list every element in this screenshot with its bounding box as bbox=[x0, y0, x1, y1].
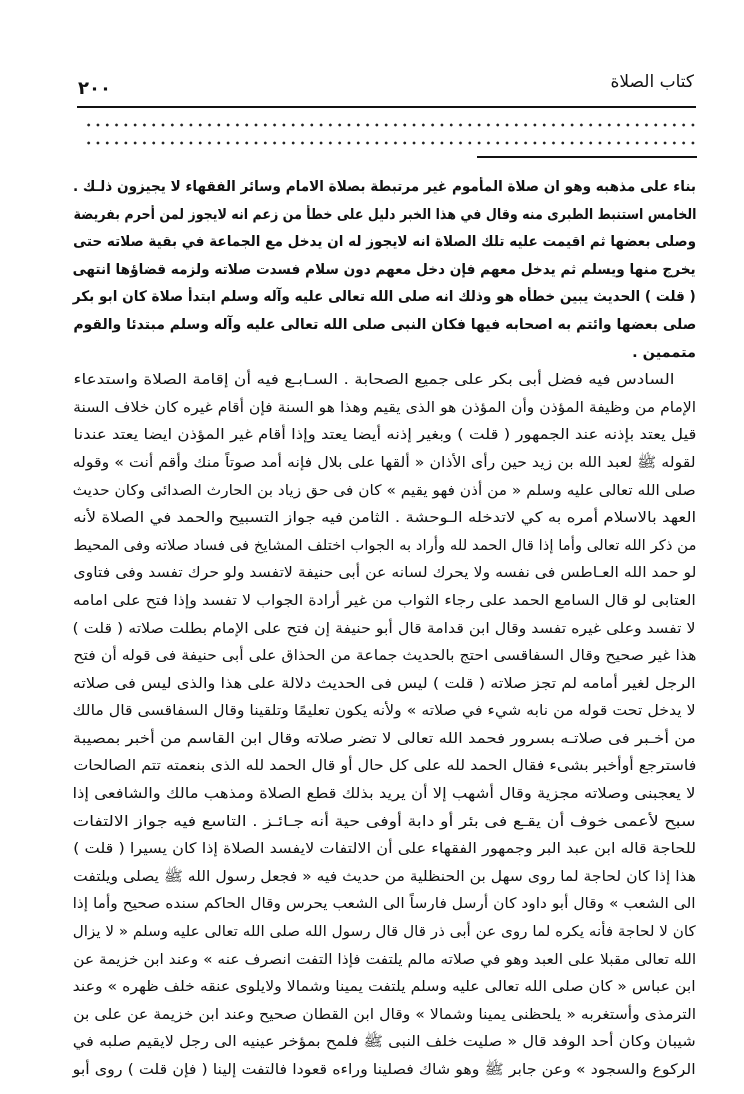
text-line-content: بناء على مذهبه وهو ان صلاة المأموم غير مرتبطة بصلاة الامام وسائر الفقهاء لا يجيزون ذلـك . bbox=[73, 179, 696, 195]
text-line bbox=[73, 947, 696, 975]
text-line bbox=[73, 974, 696, 1002]
text-line-content: صلى الله تعالى عليه وسلم « من أذن فهو يقيم » كان فى حق زياد بن الحارث الصدائى وكان حديث bbox=[73, 482, 696, 499]
text-line-content: يخرج منها ويسلم ثم يدخل معهم فإن دخل معهم دون سلام فسدت صلاته ولزمه قضاؤها انتهى bbox=[73, 261, 696, 278]
text-line bbox=[73, 257, 696, 285]
text-line-content: قيل يعتد بإذنه عند الجمهور ( قلت ) وبغير إذنه أيضا يعتد وإذا أقام غير المؤذن ايضا يعتد عندنا bbox=[73, 427, 696, 444]
text-line-content: لو حمد الله العـاطس فى نفسه ولا يحرك لسانه عن أبى حنيفة لاتفسد ولو حرك تفسد وفى فتاوى bbox=[73, 565, 696, 582]
text-line-content: للحاجة قاله ابن عبد البر وجمهور الفقهاء على أن الالتفات لايفسد الصلاة إذا كان يسيرا ( قلت ) bbox=[73, 841, 696, 858]
text-line-content: لا تفسد وعلى غيره تفسد وقال ابن قدامة قال أبو حنيفة إن فتح على الإمام بطلت صلاته ( قلت ) bbox=[73, 620, 696, 637]
page-number: ٢٠٠ bbox=[78, 78, 111, 99]
section-rule bbox=[477, 156, 697, 158]
text-line bbox=[73, 478, 696, 506]
text-line bbox=[73, 753, 696, 781]
text-line-content: الخامس استنبط الطبرى منه وقال في هذا الخبر دليل على خطأ من زعم انه لايجوز لمن أحرم بفريضة bbox=[73, 206, 696, 223]
text-line-content: هذا غير صحيح وقال السفاقسى احتج بالحديث جماعة من الحذاق على أبى حنيفة فى قوله أن فتح bbox=[73, 648, 696, 665]
text-line-content: الإمام من وظيفة المؤذن وأن المؤذن هو الذى يقيم وهذا هو السنة فإن أقام غيره كان خلاف السنة bbox=[73, 399, 696, 416]
text-line-content: سبح لأعمى خوف أن يقـع فى بئر أو دابة أوفى حية أنه جـائـز . التاسع فيه جواز الالتفات bbox=[73, 813, 696, 830]
text-line bbox=[73, 1029, 696, 1057]
text-line-content: وصلى بعضها ثم اقيمت عليه تلك الصلاة انه لايجوز له ان يدخل مع الجماعة في بقية صلاته حتى bbox=[73, 234, 696, 251]
body-text bbox=[73, 174, 696, 1085]
text-line-content: لا يدخل تحت قوله من نابه شيء في صلاته » ولأنه يكون تعليمًا وتلقينا وقال السفاقسى قال مالك bbox=[73, 703, 696, 720]
text-line bbox=[73, 450, 696, 478]
text-line bbox=[73, 367, 696, 395]
text-line bbox=[73, 836, 696, 864]
running-title: كتاب الصلاة bbox=[610, 72, 694, 92]
text-line-content: الى الشعب » وقال أبو داود كان أرسل فارساً الى الشعب يحرس وقال الحاكم سنده صحيح وأما إذا bbox=[73, 896, 696, 913]
text-line bbox=[73, 202, 696, 230]
text-line bbox=[73, 284, 696, 312]
text-line-content: لا يعجبنى وصلاته مجزية وقال أشهب إلا أن يريد بذلك قطع الصلاة ومذهب مالك والشافعى إذا bbox=[73, 786, 696, 803]
text-line-content: لقوله ﷺ لعبد الله بن زيد حين رأى الأذان « ألقها على بلال فإنه أمد صوتاً منك وأقم أنت » وقوله bbox=[73, 454, 696, 471]
text-line bbox=[73, 726, 696, 754]
text-line bbox=[73, 588, 696, 616]
text-line-content: الرجل لغير أمامه لم تجز صلاته ( قلت ) ليس فى الحديث دلالة على هذا والذى ليس فى صلاته bbox=[73, 675, 696, 692]
text-line bbox=[73, 919, 696, 947]
text-line bbox=[73, 809, 696, 837]
dotted-line-2 bbox=[84, 140, 700, 146]
text-line-content: الركوع والسجود » وعن جابر ﷺ وهو شاك فصلينا وراءه قعودا فالتفت إلينا ( فإن قلت ) روى أبو bbox=[73, 1062, 696, 1078]
text-line bbox=[73, 312, 696, 340]
header-rule bbox=[77, 106, 696, 108]
text-line bbox=[73, 1057, 696, 1085]
text-line bbox=[73, 643, 696, 671]
text-line bbox=[73, 340, 696, 368]
text-line-content: من ذكر الله تعالى وأما إذا قال الحمد لله وأراد به الجواب اختلف المشايخ فى فساد صلاته وفى المحيط bbox=[73, 537, 696, 554]
text-line-content: العهد بالاسلام أمره به كي لاتدخله الـوحشة . الثامن فيه جواز التسبيح والحمد في الصلاة لأنه bbox=[73, 510, 696, 527]
text-line-content: شيبان وكان أحد الوفد قال « صليت خلف النبى ﷺ فلمح بمؤخر عينيه الى رجل لايقيم صلبه في bbox=[73, 1034, 696, 1051]
text-line-content: فاسترجع أوأخبر بشىء فقال الحمد لله على كل حال أو قال الحمد لله الذى بنعمته تتم الصالحات bbox=[73, 758, 696, 775]
text-line bbox=[73, 781, 696, 809]
text-line bbox=[73, 395, 696, 423]
text-line bbox=[73, 505, 696, 533]
text-line-content: الترمذى وأستغربه « يلحظنى يمينا وشمالا » وقال ابن القطان صحيح وعند ابن خزيمة عن على بن bbox=[73, 1006, 696, 1023]
text-line-content: هذا إذا كان لحاجة لما روى سهل بن الحنظلية من حديث فيه « فجعل رسول الله ﷺ يصلى ويلتفت bbox=[73, 868, 696, 885]
text-line-content: ( قلت ) الحديث يبين خطأه هو وذلك انه صلى الله تعالى عليه وآله وسلم ابتدأ صلاة كان ابو بكر bbox=[73, 289, 696, 306]
text-line bbox=[73, 533, 696, 561]
text-line bbox=[73, 422, 696, 450]
text-line-content: الله تعالى مقبلا على العبد وهو في صلاته مالم يلتفت فإذا التفت انصرف عنه » وعند ابن خزيمة عن bbox=[73, 951, 696, 968]
text-line-content: صلى بعضها وائتم به اصحابه فيها فكان النبى صلى الله تعالى عليه وآله وسلم مبتدئا والقوم bbox=[73, 316, 696, 333]
paragraph-2 bbox=[73, 367, 696, 1084]
text-line-content: كان لا لحاجة فأنه يكره لما روى عن أبى ذر قال قال رسول الله صلى الله تعالى عليه وسلم « لا يزال bbox=[73, 924, 696, 941]
dotted-line-1 bbox=[84, 122, 700, 128]
text-line-content: السادس فيه فضل أبى بكر على جميع الصحابة . السـابـع فيه أن إقامة الصلاة واستدعاء bbox=[73, 372, 674, 389]
text-line bbox=[73, 229, 696, 257]
text-line bbox=[73, 671, 696, 699]
text-line bbox=[73, 1002, 696, 1030]
paragraph-1 bbox=[73, 174, 696, 367]
text-line bbox=[73, 560, 696, 588]
text-line-content: متممين . bbox=[632, 344, 696, 361]
text-line-content: من أخـبر فى صلاتـه بسرور فحمد الله تعالى لا تضر صلاته وقال ابن القاسم من أخبر بمصيبة bbox=[73, 730, 696, 747]
text-line bbox=[73, 891, 696, 919]
text-line-content: ابن عباس « كان صلى الله تعالى عليه وسلم يلتفت يمينا وشمالا ولايلوى عنقه خلف ظهره » وعند bbox=[73, 979, 696, 996]
text-line bbox=[73, 864, 696, 892]
text-line bbox=[73, 174, 696, 202]
text-line bbox=[73, 616, 696, 644]
text-line bbox=[73, 698, 696, 726]
text-line-content: العتابى لو قال السامع الحمد على رجاء الثواب من غير أرادة الجواب لا تفسد وإذا فتح على امامه bbox=[73, 592, 696, 609]
